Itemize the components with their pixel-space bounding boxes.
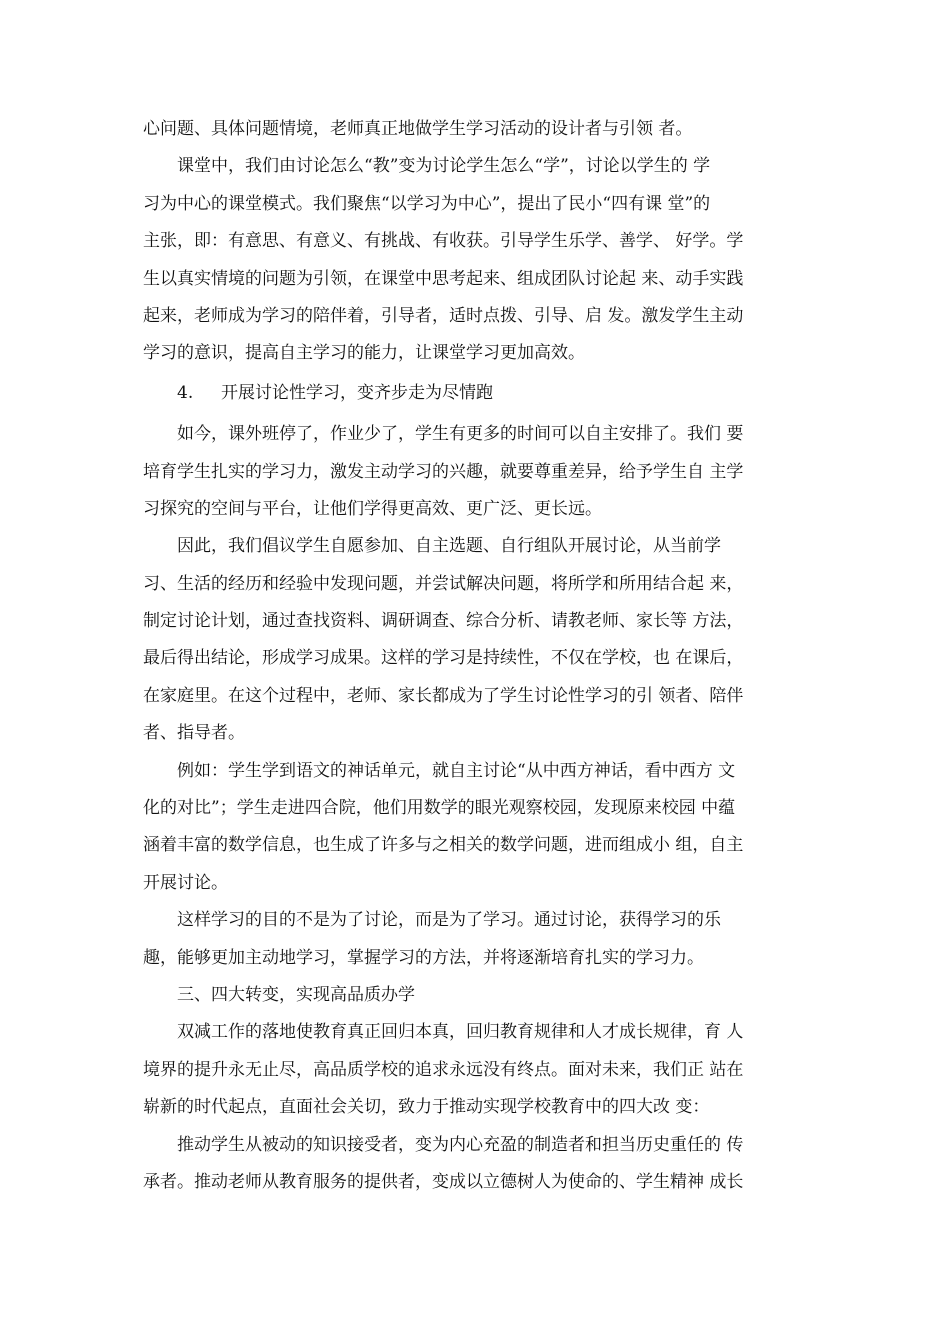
text-line: 承者。推动老师从教育服务的提供者，变成以立德树人为使命的、学生精神 成长 — [143, 1171, 744, 1192]
text-line: 双减工作的落地使教育真正回归本真，回归教育规律和人才成长规律，育 人 — [177, 1022, 744, 1043]
text-line: 习、生活的经历和经验中发现问题，并尝试解决问题，将所学和所用结合起 来， — [143, 573, 744, 594]
text-line: 心问题、具体问题情境，老师真正地做学生学习活动的设计者与引领 者。 — [143, 119, 693, 139]
text-line: 开展讨论。 — [143, 872, 228, 893]
text-line: 三、四大转变，实现高品质办学 — [177, 984, 415, 1005]
text-line: 制定讨论计划，通过查找资料、调研调查、综合分析、请教老师、家长等 方法， — [143, 611, 744, 632]
text-line: 因此，我们倡议学生自愿参加、自主选题、自行组队开展讨论，从当前学 — [177, 536, 721, 557]
text-line: 涵着丰富的数学信息，也生成了许多与之相关的数学问题，进而组成小 组，自主 — [143, 835, 744, 856]
document-body — [143, 111, 803, 1201]
paragraph-group-1 — [143, 111, 803, 373]
text-line: 化的对比”；学生走进四合院，他们用数学的眼光观察校园，发现原来校园 中蕴 — [143, 798, 736, 819]
text-line: 推动学生从被动的知识接受者，变为内心充盈的制造者和担当历史重任的 传 — [177, 1134, 744, 1155]
text-line: 起来，老师成为学习的陪伴着，引导者，适时点拨、引导、启 发。激发学生主动 — [143, 305, 744, 326]
text-line: 学习的意识，提高自主学习的能力，让课堂学习更加高效。 — [143, 343, 585, 364]
text-line: 最后得出结论，形成学习成果。这样的学习是持续性，不仅在学校，也 在课后， — [143, 648, 744, 669]
heading-number: 4. — [177, 382, 194, 403]
text-line: 例如：学生学到语文的神话单元，就自主讨论“从中西方神话，看中西方 文 — [177, 760, 736, 781]
text-line: 崭新的时代起点，直面社会关切，致力于推动实现学校教育中的四大改 变： — [143, 1097, 710, 1118]
text-line: 在家庭里。在这个过程中，老师、家长都成为了学生讨论性学习的引 领者、陪伴 — [143, 685, 744, 706]
text-line: 主张，即：有意思、有意义、有挑战、有收获。引导学生乐学、善学、 好学。学 — [143, 231, 744, 252]
text-line: 者、指导者。 — [143, 723, 245, 744]
text-line: 课堂中，我们由讨论怎么“教”变为讨论学生怎么“学”，讨论以学生的 学 — [177, 156, 711, 177]
text-line: 这样学习的目的不是为了讨论，而是为了学习。通过讨论，获得学习的乐 — [177, 910, 721, 931]
section-heading-4 — [143, 375, 803, 412]
heading-text: 开展讨论性学习，变齐步走为尽情跑 — [221, 382, 493, 403]
text-line: 境界的提升永无止尽，高品质学校的追求永远没有终点。面对未来，我们正 站在 — [143, 1059, 744, 1080]
text-line: 生以真实情境的问题为引领，在课堂中思考起来、组成团队讨论起 来、动手实践 — [143, 268, 744, 289]
text-line: 习为中心的课堂模式。我们聚焦“以学习为中心”，提出了民小“四有课 堂”的 — [143, 193, 711, 214]
text-line: 习探究的空间与平台，让他们学得更高效、更广泛、更长远。 — [143, 498, 602, 519]
text-line: 如今，课外班停了，作业少了，学生有更多的时间可以自主安排了。我们 要 — [177, 424, 744, 445]
paragraph-group-2 — [143, 416, 803, 1201]
text-line: 培育学生扎实的学习力，激发主动学习的兴趣，就要尊重差异，给予学生自 主学 — [143, 461, 744, 482]
text-line: 趣，能够更加主动地学习，掌握学习的方法，并将逐渐培育扎实的学习力。 — [143, 947, 704, 968]
